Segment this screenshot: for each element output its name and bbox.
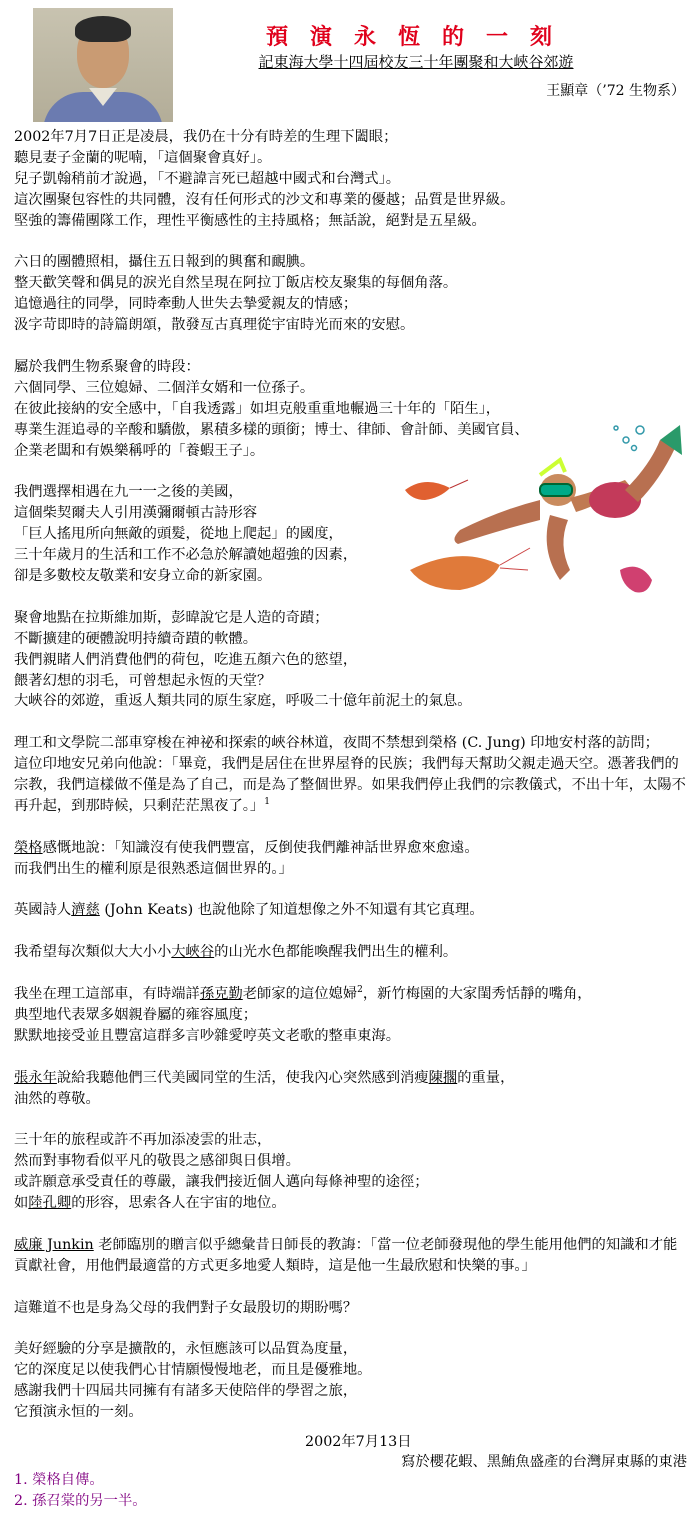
footnote-ref-1[interactable]: 1 (264, 797, 270, 808)
author-byline: 王顯章（’72 生物系） (546, 83, 685, 99)
paragraph-jung-quote (14, 838, 690, 880)
text-line: 專業生涯追尋的辛酸和驕傲，累積多樣的頭銜；博士、律師、會計師、美國官員、 (14, 421, 529, 438)
quote-text: 這位印地安兄弟向他說：「畢竟，我們是居住在世界屋脊的民族；我們每天幫助父親走過天空。憑著我們的宗教，我們這樣做不僅是為了自己，而是為了整個世界。如果我們停止我們的宗教儀式，不出十年，太陽不再升起，到那時候，只剩茫茫黑夜了。」 (14, 756, 686, 814)
text-line: 餵著幻想的羽毛，可曾想起永恆的天堂？ (14, 672, 272, 689)
text-line: 理工和文學院二部車穿梭在神祕和探索的峽谷林道，夜間不禁想到榮格 (C. Jung) 印地安村落的訪問； (14, 735, 659, 752)
text-line: 這難道不也是身為父母的我們對子女最殷切的期盼嗎？ (14, 1299, 358, 1316)
text-line: 它預演永恒的一刻。 (14, 1404, 143, 1421)
text-line: 整天歡笑聲和偶見的淚光自然呈現在阿拉丁飯店校友聚集的每個角落。 (14, 275, 458, 292)
paragraph-jung-visit (14, 733, 690, 817)
text-line: 屬於我們生物系聚會的時段： (14, 358, 200, 375)
signoff-place: 寫於櫻花蝦、黑鮪魚盛產的台灣屏東縣的東港 (401, 1454, 687, 1470)
text-line: 油然的尊敬。 (14, 1090, 100, 1107)
text-line: 汲字苛即時的詩篇朗頌，散發亙古真理從宇宙時光而來的安慰。 (14, 317, 415, 334)
text-line: 聚會地點在拉斯維加斯，彭暐說它是人造的奇蹟； (14, 609, 329, 626)
link-keats[interactable]: 濟慈 (71, 902, 100, 919)
text-line: 而我們出生的權利原是很熟悉這個世界的。」 (14, 860, 293, 877)
text-line: 聽見妻子金蘭的呢喃，「這個聚會真好」。 (14, 149, 272, 166)
paragraph-2 (14, 252, 690, 336)
text-line: 然而對事物看似平凡的敬畏之感卻與日俱增。 (14, 1153, 300, 1170)
link-sun-keqin[interactable]: 孫克勤 (199, 986, 243, 1003)
text-line: 六個同學、三位媳婦、二個洋女婿和一位孫子。 (14, 379, 315, 396)
page-subtitle: 記東海大學十四屆校友三十年團聚和大峽谷郊遊 (258, 53, 574, 71)
text-line: 2002年7月7日正是凌晨，我仍在十分有時差的生理下闔眼； (14, 129, 398, 145)
text-line: 三十年的旅程或許不再加添凌雲的壯志， (14, 1132, 272, 1149)
link-chang-yongnian[interactable]: 張永年 (14, 1069, 57, 1086)
text-line: 默默地接受並且豐富這群多言吵雜愛哼英文老歌的整車東海。 (14, 1027, 401, 1044)
link-jung[interactable]: 榮格 (14, 839, 43, 856)
text-line: 「巨人搖甩所向無敵的頭髮，從地上爬起」的國度， (14, 526, 343, 543)
paragraph-closing (14, 1339, 690, 1423)
paragraph-4 (14, 482, 690, 587)
text-line: 大峽谷的郊遊，重返人類共同的原生家庭，呼吸二十億年前泥土的氣息。 (14, 693, 472, 710)
text-line: 在彼此接納的安全感中，「自我透露」如坦克般重重地輾過三十年的「陌生」， (14, 400, 501, 417)
link-william-junkin[interactable]: 威廉 Junkin (14, 1236, 94, 1253)
link-grand-canyon[interactable]: 大峽谷 (171, 944, 215, 961)
footnote-1[interactable]: 1. 榮格自傳。 (14, 1472, 104, 1488)
paragraph-wife: 我坐在理工這部車，有時端詳孫克勤老師家的這位媳婦$^2$，新竹梅園的大家閨秀恬靜的嘴角， 典型地代表眾多姻親眷屬的雍容風度； 默默地接受並且豐富這群多言吵雜愛哼英文老歌的整車東海。 (14, 984, 690, 1047)
paragraph-keats: 英國詩人濟慈 (John Keats) 也說他除了知道想像之外不知還有其它真理。 (14, 902, 484, 919)
paragraph-1 (14, 127, 690, 232)
link-lu-kongqing[interactable]: 陸孔卿 (28, 1195, 72, 1212)
text-line: 不斷擴建的硬體說明持續奇蹟的軟體。 (14, 630, 258, 647)
text-line (14, 754, 690, 817)
paragraph-junkin: 威廉 Junkin 老師臨別的贈言似乎總彙昔日師長的教誨：「當一位老師發現他的學生能用他們的知識和才能貢獻社會，用他們最適當的方式更多地愛人類時，這是他一生最欣慰和快樂的事。」 (14, 1236, 678, 1274)
text-line: 六日的團體照相，攝住五日報到的興奮和靦腆。 (14, 254, 315, 271)
text-line: 感謝我們十四屆共同擁有有諸多天使陪伴的學習之旅， (14, 1383, 358, 1400)
text-line: 典型地代表眾多姻親眷屬的雍容風度； (14, 1006, 258, 1023)
signoff-date: 2002年7月13日 (305, 1434, 412, 1450)
text-line: 三十年歲月的生活和工作不必急於解讀她超強的因素， (14, 547, 358, 564)
paragraph-thirty-years: 三十年的旅程或許不再加添凌雲的壯志， 然而對事物看似平凡的敬畏之感卻與日俱增。 或許願意承受責任的尊嚴，讓我們接近個人邁向每條神聖的途徑； 如陸孔卿的形容，思索各人在宇宙的地位。 (14, 1130, 690, 1214)
paragraph-question (14, 1298, 690, 1319)
article-body (14, 127, 690, 1444)
page-title: 預演永恆的一刻 (265, 24, 574, 50)
paragraph-chang: 張永年說給我聽他們三代美國同堂的生活，使我內心突然感到消瘦陳擱的重量， 油然的尊敬。 (14, 1068, 690, 1110)
author-photo (33, 8, 173, 122)
paragraph-canyon: 我希望每次類似大大小小大峽谷的山光水色都能喚醒我們出生的權利。 (14, 944, 458, 961)
footnote-2[interactable]: 2. 孫召棠的另一半。 (14, 1492, 147, 1509)
text-line: 美好經驗的分享是擴散的，永恒應該可以品質為度量， (14, 1341, 358, 1358)
footnote-ref-2[interactable]: 2 (357, 985, 363, 996)
text-line: 或許願意承受責任的尊嚴，讓我們接近個人邁向每條神聖的途徑； (14, 1174, 429, 1191)
link-chen[interactable]: 陳擱 (428, 1069, 458, 1086)
text-line: 追憶過往的同學，同時牽動人世失去摯愛親友的情感； (14, 296, 358, 313)
text-line: 這次團聚包容性的共同體，沒有任何形式的沙文和專業的優越；品質是世界級。 (14, 191, 515, 208)
paragraph-5 (14, 608, 690, 713)
text-line: 它的深度足以使我們心甘情願慢慢地老，而且是優雅地。 (14, 1362, 372, 1379)
text-line: 我們親睹人們消費他們的荷包，吃進五顏六色的慾望， (14, 651, 358, 668)
text-line: 這個柴契爾夫人引用漢彌爾頓古詩形容 (14, 505, 258, 522)
text-line: 我們選擇相遇在九一一之後的美國， (14, 484, 243, 501)
text-line: 榮格感慨地說：「知識沒有使我們豐富，反倒使我們離神話世界愈來愈遠。 (14, 839, 479, 856)
text-line: 兒子凱翰稍前才說過，「不避諱言死已超越中國式和台灣式」。 (14, 170, 401, 187)
text-line: 企業老闆和有娛樂稱呼的「養蝦王子」。 (14, 442, 265, 459)
text-line: 堅強的籌備團隊工作，理性平衡感性的主持風格；無話說，絕對是五星級。 (14, 212, 486, 229)
paragraph-3 (14, 357, 690, 462)
footnotes (14, 1470, 147, 1512)
text-line: 卻是多數校友敬業和安身立命的新家園。 (14, 567, 272, 584)
